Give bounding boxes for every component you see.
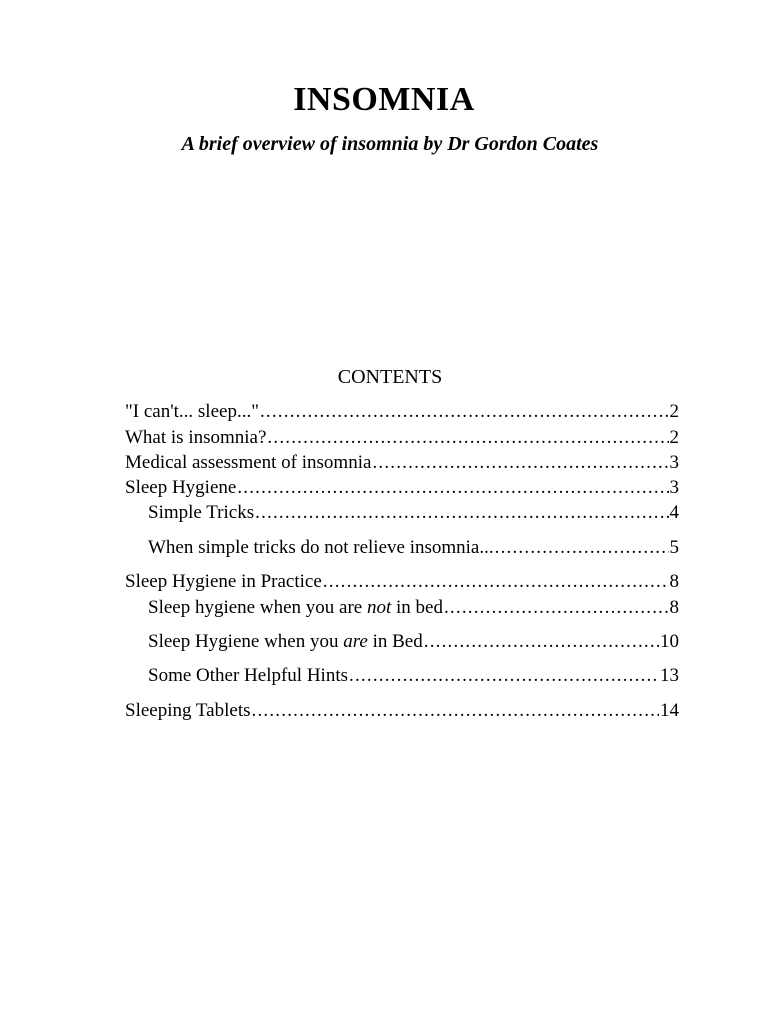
toc-entry-title: Simple Tricks: [148, 502, 255, 523]
toc-entry-when-simple-tricks-fail[interactable]: [148, 536, 679, 560]
toc-dot-leader: [252, 699, 660, 723]
toc-entry-medical-assessment[interactable]: [125, 451, 679, 475]
toc-entry-sleep-hygiene[interactable]: [125, 476, 679, 500]
toc-entry-title: Medical assessment of insomnia: [125, 452, 372, 473]
toc-entry-in-bed[interactable]: [148, 630, 679, 654]
toc-entry-sleeping-tablets[interactable]: [125, 699, 679, 723]
toc-entry-i-cant-sleep[interactable]: [125, 400, 679, 424]
toc-entry-title: Sleep hygiene when you are not in bed: [148, 597, 443, 618]
toc-entry-title: Sleep Hygiene: [125, 477, 237, 498]
toc-dot-leader: [424, 630, 659, 654]
toc-dot-leader: [444, 596, 669, 620]
toc-entry-title: What is insomnia?: [125, 427, 267, 448]
toc-entry-title: Sleep Hygiene in Practice: [125, 571, 322, 592]
toc-page-number: 2: [669, 401, 679, 422]
toc-dot-leader: [237, 476, 668, 500]
toc-page-number: 14: [660, 700, 679, 721]
toc-page-number: 8: [669, 597, 679, 618]
toc-entry-title: Sleeping Tablets: [125, 700, 251, 721]
toc-entry-title: When simple tricks do not relieve insomnia...: [148, 537, 494, 558]
toc-dot-leader: [372, 451, 668, 475]
toc-entry-title: "I can't... sleep...": [125, 401, 259, 422]
toc-dot-leader: [260, 400, 669, 424]
toc-entry-not-in-bed[interactable]: [148, 596, 679, 620]
toc-page-number: 4: [669, 502, 679, 523]
toc-dot-leader: [323, 570, 669, 594]
toc-entry-title: Some Other Helpful Hints: [148, 665, 349, 686]
toc-entry-title: Sleep Hygiene when you are in Bed: [148, 631, 423, 652]
toc-page-number: 13: [660, 665, 679, 686]
toc-dot-leader: [267, 426, 668, 450]
contents-heading: CONTENTS: [337, 366, 443, 388]
toc-dot-leader: [495, 536, 669, 560]
toc-entry-other-helpful-hints[interactable]: [148, 664, 679, 688]
toc-entry-sleep-hygiene-in-practice[interactable]: [125, 570, 679, 594]
toc-page-number: 2: [669, 427, 679, 448]
document-title: INSOMNIA: [293, 81, 475, 118]
toc-dot-leader: [255, 501, 668, 525]
document-subtitle: A brief overview of insomnia by Dr Gordon Coates: [181, 133, 599, 155]
toc-page-number: 5: [669, 537, 679, 558]
toc-page-number: 3: [669, 477, 679, 498]
toc-page-number: 8: [669, 571, 679, 592]
toc-page-number: 10: [660, 631, 679, 652]
toc-dot-leader: [349, 664, 659, 688]
toc-page-number: 3: [669, 452, 679, 473]
toc-entry-what-is-insomnia[interactable]: [125, 426, 679, 450]
toc-entry-simple-tricks[interactable]: [148, 501, 679, 525]
